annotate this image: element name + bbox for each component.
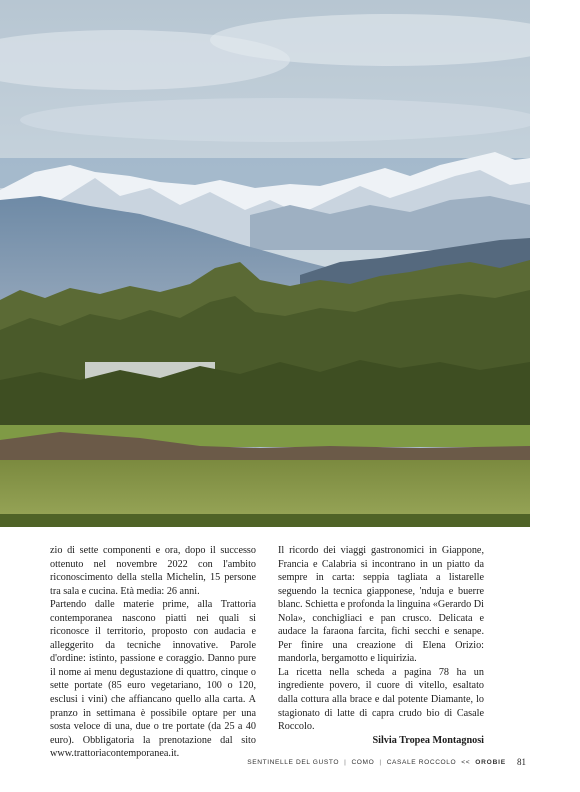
footer-separator: | <box>379 758 382 766</box>
article-right-column <box>278 544 484 747</box>
author-signature: Silvia Tropea Montagnosi <box>372 734 484 746</box>
footer-brand: OROBIE <box>475 758 506 766</box>
paragraph: Il ricordo dei viaggi gastronomici in Giappone, Francia e Calabria si incontrano in un piatto da sempre in carta: seppia tagliata a listarelle seguendo la tecnica giapponese, 'nduja e buerre blanc. Schietta e profonda la linguina «Gerardo Di Nola», conchigliaci e pan crusco. Delicata e audace la faraona farcita, fichi secchi e senape. Per finire una creazione di Elena Orizio: mandorla, bergamotto e liquirizia. <box>278 545 484 665</box>
footer-separator: | <box>344 758 347 766</box>
article-left-column <box>50 544 256 761</box>
footer-venue: CASALE ROCCOLO <box>386 758 457 766</box>
paragraph: La ricetta nella scheda a pagina 78 ha un ingrediente povero, il cuore di vitello, esaltato dalla cottura alla brace e dal potente Diamante, lo stagionato di latte di capra crudo bio di Casale Roccolo. <box>278 666 484 733</box>
footer-location: COMO <box>351 758 375 766</box>
paragraph: zio di sette componenti e ora, dopo il successo ottenuto nel novembre 2022 con l'ambito riconoscimento della stella Michelin, 15 persone tra sala e cucina. Età media: 26 anni. <box>50 545 256 597</box>
page-footer <box>247 756 526 768</box>
page-number: 81 <box>517 757 526 767</box>
footer-arrows: << <box>461 758 471 766</box>
paragraph: Partendo dalle materie prime, alla Trattoria contemporanea nascono piatti nei quali si riconosce il territorio, proposto con audacia e alleggerito da tecniche innovative. Parole d'ordine: istinto, passione e coraggio. Danno pure il nome ai menu degustazione di quattro, cinque o sette portate (85 euro vegetariano, 100 o 120, esclusi i vini) che affiancano quello alla carta. A pranzo in settimana è possibile optare per una sosta veloce di una, due o tre portate (da 25 a 40 euro). Obbligatoria la prenotazione dal sito www.trattoriacontemporanea.it. <box>50 599 256 760</box>
footer-section: SENTINELLE DEL GUSTO <box>247 758 340 766</box>
